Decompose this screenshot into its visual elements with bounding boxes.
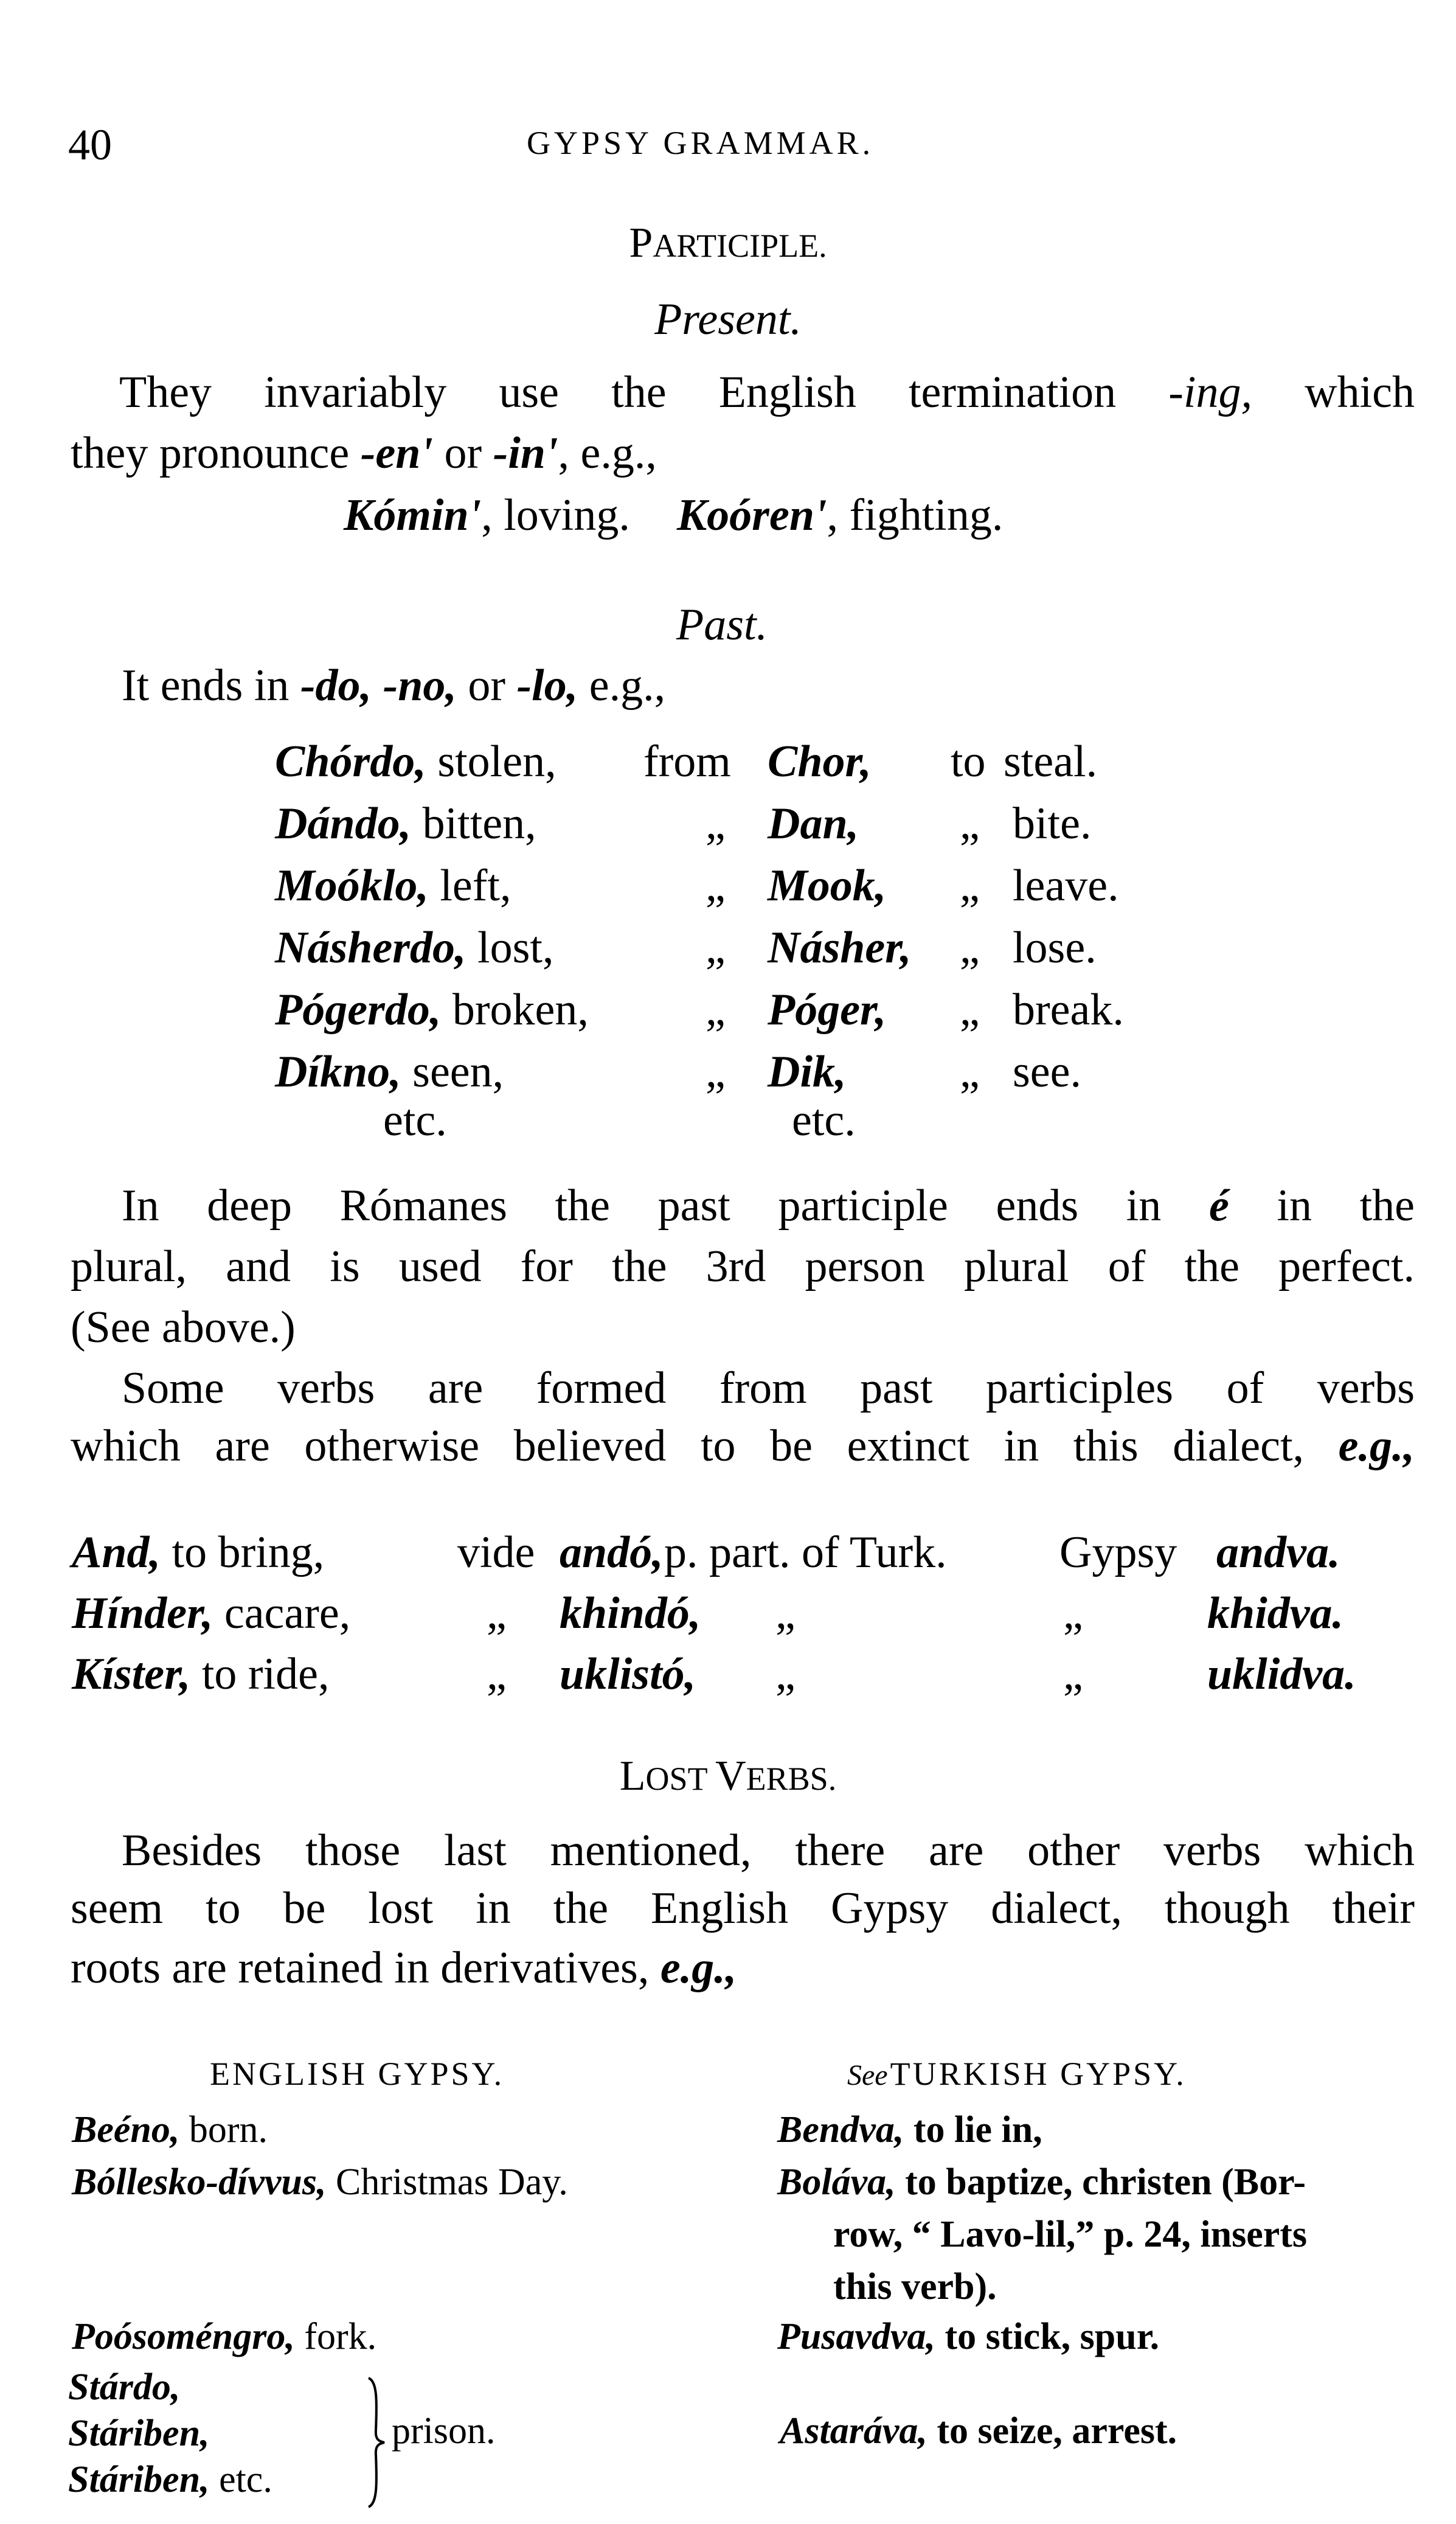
text: or	[432, 428, 493, 478]
ditto-mark: „	[705, 1047, 726, 1097]
ital-do: -do,	[300, 661, 372, 711]
english-gypsy-meaning: born.	[179, 2109, 268, 2150]
participle-meaning: lost,	[477, 923, 554, 973]
example-gloss: , fighting.	[827, 490, 1004, 540]
verb-meaning: bite.	[1013, 799, 1092, 849]
vide-label: vide	[457, 1528, 535, 1577]
from-label: from	[643, 737, 731, 787]
text: which are otherwise believed to be extinct in this dialect,	[71, 1421, 1339, 1471]
ditto-mark: „	[487, 1588, 507, 1638]
root-word: Chor,	[768, 737, 872, 787]
extinct-word-entry	[72, 1649, 330, 1699]
ital-no: -no,	[372, 661, 457, 711]
participle-meaning: left,	[440, 861, 511, 911]
extinct-word-entry	[72, 1530, 324, 1575]
root-word: Násher,	[768, 923, 912, 973]
some-verbs-line-1: Some verbs are formed from past participles of verbs	[122, 1363, 1415, 1413]
verb-meaning: steal.	[1004, 737, 1098, 787]
etc-suffix: etc.	[209, 2459, 272, 2500]
extinct-meaning: cacare,	[213, 1588, 351, 1638]
participle-word: Díkno,	[275, 1047, 401, 1097]
root-word: Dan,	[768, 799, 859, 849]
subheading-past: Past.	[676, 600, 768, 650]
heading-rest: ERBS.	[746, 1761, 837, 1797]
prison-word-entry	[68, 2368, 180, 2406]
deep-romanes-line-3: (See above.)	[71, 1302, 296, 1352]
text: in the	[1229, 1181, 1415, 1231]
extinct-word-entry	[72, 1588, 351, 1638]
text: or	[456, 661, 517, 711]
see-label: See	[847, 2059, 888, 2091]
ital-e: é	[1208, 1181, 1229, 1231]
english-gypsy-meaning: Christmas Day.	[326, 2161, 568, 2203]
past-row-participle	[275, 737, 556, 787]
root-word: Mook,	[768, 861, 887, 911]
extinct-word: And,	[72, 1528, 161, 1577]
deep-romanes-line-2: plural, and is used for the 3rd person plural of the perfect.	[71, 1242, 1415, 1292]
heading-rest: ARTICIPLE.	[653, 228, 827, 264]
english-gypsy-word: Bóllesko-dívvus,	[72, 2161, 327, 2203]
past-intro	[122, 661, 666, 711]
heading-initial: P	[629, 220, 653, 266]
turkish-gypsy-entry	[777, 2318, 1159, 2355]
ditto-mark: „	[705, 923, 726, 973]
participle-word: Násherdo,	[275, 923, 466, 973]
english-gypsy-entry	[72, 2318, 376, 2355]
past-etc-right: etc.	[792, 1096, 856, 1146]
participle-meaning: seen,	[412, 1047, 504, 1097]
english-gypsy-entry	[72, 2111, 268, 2149]
text: which	[1252, 367, 1415, 417]
present-para-line-1	[119, 367, 1415, 417]
ital-en: -en'	[360, 428, 433, 478]
text: They invariably use the English termination	[119, 367, 1169, 417]
turkish-gypsy-entry	[777, 2163, 1306, 2201]
past-row-participle	[275, 861, 511, 911]
text: roots are retained in derivatives,	[71, 1943, 660, 1993]
ditto-mark: „	[960, 923, 980, 973]
col-header-english-gypsy: ENGLISH GYPSY.	[210, 2056, 505, 2092]
subheading-present: Present.	[654, 294, 802, 344]
past-row-participle	[275, 985, 589, 1035]
verb-meaning: lose.	[1013, 923, 1097, 973]
turkish-gypsy-entry	[777, 2111, 1042, 2149]
extinct-word: Hínder,	[72, 1588, 213, 1638]
to-label: to	[951, 737, 986, 787]
turkish-gypsy-meaning: to lie in,	[904, 2109, 1042, 2150]
verb-meaning: leave.	[1013, 861, 1119, 911]
deep-romanes-line-1	[122, 1181, 1415, 1231]
ditto-mark: „	[960, 861, 980, 911]
section-heading-lost-verbs	[0, 1755, 1456, 1798]
english-gypsy-word: Poósoméngro,	[72, 2316, 295, 2357]
root-word: Dik,	[768, 1047, 847, 1097]
turkish-form: andva.	[1216, 1528, 1340, 1577]
header-text: TURKISH GYPSY.	[890, 2056, 1187, 2092]
past-etc-left: etc.	[383, 1096, 447, 1146]
heading-initial: L	[619, 1753, 646, 1799]
pp-of-turk-label: p. part. of Turk.	[664, 1528, 947, 1577]
ditto-mark: „	[775, 1649, 796, 1699]
ital-in: -in'	[493, 428, 558, 478]
participle-word: Dándo,	[275, 799, 412, 849]
prison-word: Stáriben,	[68, 2459, 210, 2500]
english-gypsy-entry	[72, 2163, 568, 2201]
turkish-gypsy-word: Bendva,	[777, 2109, 904, 2150]
heading-rest: OST	[645, 1761, 716, 1797]
participle-form: uklistó,	[560, 1649, 696, 1699]
participle-meaning: broken,	[452, 985, 589, 1035]
ditto-mark: „	[960, 1047, 980, 1097]
lost-verbs-para-line-3	[71, 1943, 737, 1993]
ditto-mark: „	[705, 985, 726, 1035]
gypsy-label: Gypsy	[1059, 1528, 1177, 1577]
running-title: GYPSY GRAMMAR.	[527, 125, 875, 161]
participle-word: Chórdo,	[275, 737, 426, 787]
past-row-participle	[275, 799, 536, 849]
present-para-line-2	[71, 428, 657, 478]
turkish-gypsy-continuation: row, “ Lavo-lil,” p. 24, inserts	[833, 2214, 1308, 2255]
verb-meaning: see.	[1013, 1047, 1081, 1097]
extinct-word: Kíster,	[72, 1649, 191, 1699]
participle-meaning: stolen,	[437, 737, 556, 787]
ditto-mark: „	[1063, 1649, 1083, 1699]
lost-verbs-para-line-1: Besides those last mentioned, there are other verbs which	[122, 1826, 1415, 1876]
present-examples	[344, 490, 1004, 540]
extinct-meaning: to bring,	[161, 1528, 325, 1577]
participle-word: Moóklo,	[275, 861, 429, 911]
ditto-mark: „	[960, 799, 980, 849]
ditto-mark: „	[705, 861, 726, 911]
turkish-word: Astaráva,	[780, 2410, 927, 2452]
ital-lo: -lo,	[516, 661, 578, 711]
ditto-mark: „	[775, 1588, 796, 1638]
root-word: Póger,	[768, 985, 887, 1035]
verb-meaning: break.	[1013, 985, 1124, 1035]
brace-icon	[365, 2376, 389, 2509]
lost-verbs-para-line-2: seem to be lost in the English Gypsy dialect, though their	[71, 1883, 1415, 1933]
participle-meaning: bitten,	[422, 799, 536, 849]
page-number: 40	[68, 120, 112, 169]
ditto-mark: „	[1063, 1588, 1083, 1638]
text: In deep Rómanes the past participle ends in	[122, 1181, 1209, 1231]
turkish-gypsy-word: Boláva,	[777, 2161, 896, 2203]
turkish-entry-astarava	[780, 2412, 1177, 2450]
text: , e.g.,	[558, 428, 657, 478]
example-word: Koóren'	[676, 490, 827, 540]
example-gloss: , loving.	[481, 490, 630, 540]
turkish-gypsy-word: Pusavdva,	[777, 2316, 936, 2357]
section-heading-participle	[0, 222, 1456, 265]
col-header-turkish-gypsy	[847, 2057, 1187, 2090]
example-word: Kómin'	[344, 490, 482, 540]
ital-eg: e.g.,	[660, 1943, 737, 1993]
turkish-gypsy-meaning: to baptize, christen (Bor-	[895, 2161, 1306, 2203]
some-verbs-line-2	[71, 1421, 1415, 1471]
ditto-mark: „	[487, 1649, 507, 1699]
english-gypsy-meaning: fork.	[294, 2316, 377, 2357]
participle-word: Pógerdo,	[275, 985, 442, 1035]
past-row-participle	[275, 923, 554, 973]
turkish-form: uklidva.	[1207, 1649, 1356, 1699]
prison-meaning: prison.	[392, 2410, 496, 2452]
participle-form: andó,	[560, 1528, 664, 1577]
participle-form: khindó,	[560, 1588, 701, 1638]
english-gypsy-word: Beéno,	[72, 2109, 180, 2150]
text: It ends in	[122, 661, 300, 711]
turkish-gypsy-continuation: this verb).	[833, 2266, 997, 2307]
prison-word-entry	[68, 2414, 210, 2452]
prison-word: Stáriben,	[68, 2413, 210, 2454]
turkish-meaning: to seize, arrest.	[927, 2410, 1177, 2452]
text: they pronounce	[71, 428, 361, 478]
heading-initial: V	[715, 1753, 746, 1799]
extinct-meaning: to ride,	[190, 1649, 330, 1699]
turkish-form: khidva.	[1207, 1588, 1344, 1638]
ditto-mark: „	[960, 985, 980, 1035]
ital-eg: e.g.,	[1338, 1421, 1415, 1471]
prison-word-entry	[68, 2461, 272, 2498]
text: e.g.,	[578, 661, 666, 711]
ital-ing: -ing,	[1168, 367, 1252, 417]
ditto-mark: „	[705, 799, 726, 849]
past-row-participle	[275, 1047, 504, 1097]
turkish-gypsy-meaning: to stick, spur.	[935, 2316, 1160, 2357]
prison-word: Stárdo,	[68, 2366, 181, 2408]
